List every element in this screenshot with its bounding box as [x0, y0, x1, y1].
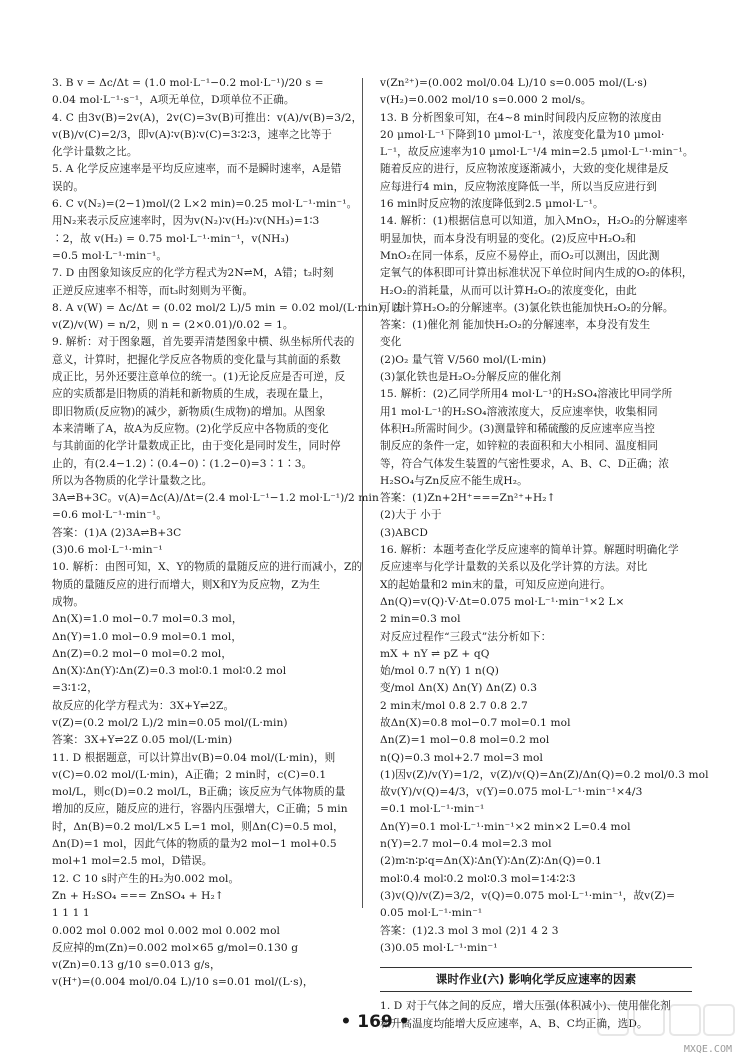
- text-line: v(H₂)=0.002 mol/10 s=0.000 2 mol/s。: [380, 94, 592, 107]
- text-line: 即旧物质(反应物)的减少，新物质(生成物)的增加。从图象: [52, 405, 326, 418]
- text-line: mol∶0.4 mol∶0.2 mol∶0.3 mol=1∶4∶2∶3: [380, 872, 576, 885]
- text-line: v(C)=0.02 mol/(L·min)，A正确；2 min时，c(C)=0.1: [52, 768, 327, 781]
- text-line: Δn(X)∶Δn(Y)∶Δn(Z)=0.3 mol∶0.1 mol∶0.2 mol: [52, 665, 287, 678]
- text-line: 2 min=0.3 mol: [380, 613, 461, 626]
- text-line: 变/mol Δn(X) Δn(Y) Δn(Z) 0.3: [380, 682, 538, 695]
- text-line: (1)因v(Z)/v(Y)=1/2，v(Z)/v(Q)=Δn(Z)/Δn(Q)=0.2 mol/0.3 mol: [380, 768, 709, 781]
- text-line: Δn(Z)=0.2 mol−0 mol=0.2 mol，: [52, 647, 233, 660]
- text-line: 16 min时反应物的浓度降低到2.5 μmol·L⁻¹。: [380, 198, 604, 211]
- text-line: 随着反应的进行，反应物浓度逐渐减小，大致的变化规律是反: [380, 163, 669, 176]
- text-line: 应每进行4 min，反应物浓度降低一半，所以当反应进行到: [380, 180, 657, 193]
- text-line: mol+1 mol=2.5 mol，D错误。: [52, 855, 213, 868]
- text-line: (3)氯化铁也是H₂O₂分解反应的催化剂: [380, 371, 562, 384]
- text-line: 6. C v(N₂)=(2−1)mol/(2 L×2 min)=0.25 mol·L⁻¹·min⁻¹。: [52, 198, 358, 211]
- text-line: 时，Δn(B)=0.2 mol/L×5 L=1 mol，则Δn(C)=0.5 mol，: [52, 820, 344, 833]
- text-line: 用N₂来表示反应速率时，因为v(N₂)∶v(H₂)∶v(NH₃)=1∶3: [52, 215, 320, 228]
- text-line: 15. 解析：(2)乙同学所用4 mol·L⁻¹的H₂SO₄溶液比甲同学所: [380, 388, 673, 401]
- text-line: 止的，有(2.4−1.2)∶(0.4−0)∶(1.2−0)=3∶1∶3。: [52, 457, 313, 470]
- text-line: 故反应的化学方程式为：3X+Y⇌2Z。: [52, 699, 235, 712]
- text-line: (2)大于 小于: [380, 509, 442, 522]
- text-line: =0.1 mol·L⁻¹·min⁻¹: [380, 803, 485, 816]
- text-line: 应的实质都是旧物质的消耗和新物质的生成，表现在量上，: [52, 388, 331, 401]
- text-line: v(B)/v(C)=2/3，即v(A)∶v(B)∶v(C)=3∶2∶3，速率之比等于: [52, 128, 332, 141]
- text-line: 16. 解析：本题考查化学反应速率的简单计算。解题时明确化学: [380, 544, 679, 557]
- text-line: X的起始量和2 min末的量，可知反应逆向进行。: [380, 578, 611, 591]
- text-line: 正逆反应速率不相等，而t₃时刻则为平衡。: [52, 284, 254, 297]
- text-line: =0.6 mol·L⁻¹·min⁻¹。: [52, 509, 168, 522]
- text-line: 误的。: [52, 180, 85, 193]
- text-line: 明显加快，而本身没有明显的变化。(2)反应中H₂O₂和: [380, 232, 636, 245]
- text-line: n(Y)=2.7 mol−0.4 mol=2.3 mol: [380, 838, 552, 851]
- text-line: 答案：(1)A (2)3A⇌B+3C: [52, 526, 182, 539]
- text-line: 定氧气的体积即可计算出标准状况下单位时间内生成的O₂的体积，: [380, 267, 693, 280]
- text-line: 3A⇌B+3C。v(A)=Δc(A)/Δt=(2.4 mol·L⁻¹−1.2 mol·L⁻¹)/2 min: [52, 492, 379, 505]
- text-line: 意义，计算时，把握化学反应各物质的变化量与其前面的系数: [52, 353, 341, 366]
- text-line: =3∶1∶2，: [52, 682, 98, 695]
- text-line: 1. D 对于气体之间的反应，增大压强(体积减小)、使用催化剂: [380, 1000, 671, 1013]
- text-line: v(Z)/v(W) = n/2，则 n = (2×0.01)/0.02 = 1。: [52, 319, 294, 332]
- text-line: 反应掉的m(Zn)=0.002 mol×65 g/mol=0.130 g: [52, 941, 299, 954]
- text-line: 反应速率与化学计量数的关系以及化学计算的方法。对比: [380, 561, 648, 574]
- text-line: (2)m∶n∶p∶q=Δn(X)∶Δn(Y)∶Δn(Z)∶Δn(Q)=0.1: [380, 855, 602, 868]
- text-line: 化学计量数之比。: [52, 146, 138, 159]
- text-line: H₂O₂的消耗量，从而可以计算H₂O₂的浓度变化，由此: [380, 284, 637, 297]
- text-line: v(Zn)=0.13 g/10 s=0.013 g/s，: [52, 959, 221, 972]
- text-line: 制反应的条件一定，如锌粒的表面积和大小相同、温度相同: [380, 440, 659, 453]
- text-line: 始/mol 0.7 n(Y) 1 n(Q): [380, 665, 499, 678]
- text-line: (3)ABCD: [380, 526, 428, 539]
- text-line: mol/L，则c(D)=0.2 mol/L，B正确；该反应为气体物质的量: [52, 786, 346, 799]
- text-line: 8. A v(W) = Δc/Δt = (0.02 mol/2 L)/5 min = 0.02 mol/(L·min)，由: [52, 301, 404, 314]
- page-number: • 169 •: [340, 1012, 410, 1032]
- text-line: Δn(Y)=1.0 mol−0.9 mol=0.1 mol，: [52, 630, 243, 643]
- text-line: 与其前面的化学计量数成正比，由于变化是同时发生，同时停: [52, 440, 341, 453]
- text-line: v(Zn²⁺)=(0.002 mol/0.04 L)/10 s=0.005 mol/(L·s): [380, 77, 648, 89]
- text-line: (3)0.6 mol·L⁻¹·min⁻¹: [52, 544, 163, 557]
- watermark-text: MXQE.COM: [683, 1044, 732, 1055]
- text-line: 体积H₂所需时间少。(3)测量锌和稀硫酸的反应速率应当控: [380, 422, 655, 435]
- text-line: 4. C 由3v(B)=2v(A)，2v(C)=3v(B)可推出：v(A)/v(B)=3/2，: [52, 111, 363, 124]
- text-line: v(Z)=(0.2 mol/2 L)/2 min=0.05 mol/(L·min): [52, 716, 288, 729]
- text-line: 所以为各物质的化学计量数之比。: [52, 474, 213, 487]
- column-divider: [362, 78, 363, 908]
- text-line: L⁻¹，故反应速率为10 μmol·L⁻¹/4 min=2.5 μmol·L⁻¹·min⁻¹。: [380, 146, 694, 159]
- text-line: 变化: [380, 336, 402, 349]
- text-line: v(H⁺)=(0.004 mol/0.04 L)/10 s=0.01 mol/(L·s)，: [52, 976, 314, 989]
- text-line: 7. D 由图象知该反应的化学方程式为2N⇌M，A错；t₂时刻: [52, 267, 334, 280]
- text-line: Δn(Y)=0.1 mol·L⁻¹·min⁻¹×2 min×2 L=0.4 mol: [380, 820, 631, 833]
- text-line: mX + nY ⇌ pZ + qQ: [380, 647, 490, 660]
- text-line: (3)0.05 mol·L⁻¹·min⁻¹: [380, 941, 498, 954]
- text-line: n(Q)=0.3 mol+2.7 mol=3 mol: [380, 751, 543, 764]
- text-line: 等，符合气体发生装置的气密性要求，A、B、C、D正确；浓: [380, 457, 670, 470]
- text-line: 0.04 mol·L⁻¹·s⁻¹，A项无单位，D项单位不正确。: [52, 94, 295, 107]
- text-line: 3. B v = Δc/Δt = (1.0 mol·L⁻¹−0.2 mol·L⁻¹)/20 s =: [52, 77, 324, 89]
- text-line: 0.05 mol·L⁻¹·min⁻¹: [380, 907, 483, 920]
- text-line: ∶2，故 v(H₂) = 0.75 mol·L⁻¹·min⁻¹，v(NH₃): [52, 232, 290, 245]
- text-line: 1 1 1 1: [52, 907, 90, 920]
- text-line: H₂SO₄与Zn反应不能生成H₂。: [380, 474, 528, 487]
- text-line: Δn(X)=1.0 mol−0.7 mol=0.3 mol，: [52, 613, 243, 626]
- right-column: [380, 75, 709, 1033]
- text-line: 20 μmol·L⁻¹下降到10 μmol·L⁻¹，浓度变化量为10 μmol·: [380, 128, 665, 141]
- text-line: Δn(D)=1 mol，因此气体的物质的量为2 mol−1 mol+0.5: [52, 838, 337, 851]
- text-line: (2)O₂ 量气管 V/560 mol/(L·min): [380, 353, 547, 366]
- text-line: 可以计算H₂O₂的分解速率。(3)氯化铁也能加快H₂O₂的分解。: [380, 301, 674, 314]
- text-line: 对反应过程作“三段式”法分析如下：: [380, 630, 552, 643]
- text-line: 2 min末/mol 0.8 2.7 0.8 2.7: [380, 699, 528, 712]
- text-line: 增加的反应，随反应的进行，容器内压强增大，C正确；5 min: [52, 803, 348, 816]
- text-line: 故v(Y)/v(Q)=4/3，v(Y)=0.075 mol·L⁻¹·min⁻¹×4/3: [380, 786, 643, 799]
- text-line: Δn(Z)=1 mol−0.8 mol=0.2 mol: [380, 734, 550, 747]
- text-line: 和升高温度均能增大反应速率，A、B、C均正确，选D。: [380, 1017, 648, 1030]
- text-line: 成正比，另外还要注意单位的统一。(1)无论反应是否可逆，反: [52, 371, 346, 384]
- right-column-lines: [380, 75, 709, 957]
- text-line: 答案：(1)2.3 mol 3 mol (2)1 4 2 3: [380, 924, 559, 937]
- text-line: 答案：(1)Zn+2H⁺===Zn²⁺+H₂↑: [380, 492, 556, 505]
- text-line: 用1 mol·L⁻¹的H₂SO₄溶液浓度大，反应速率快，收集相同: [380, 405, 658, 418]
- text-line: 14. 解析：(1)根据信息可以知道，加入MnO₂，H₂O₂的分解速率: [380, 215, 688, 228]
- text-line: (3)v(Q)/v(Z)=3/2，v(Q)=0.075 mol·L⁻¹·min⁻¹，故v(Z)=: [380, 889, 676, 902]
- text-line: 成物。: [52, 595, 85, 608]
- section-title: 课时作业(六) 影响化学反应速率的因素: [380, 967, 692, 992]
- text-line: Zn + H₂SO₄ === ZnSO₄ + H₂↑: [52, 889, 224, 902]
- text-line: 13. B 分析图象可知，在4~8 min时间段内反应物的浓度由: [380, 111, 662, 124]
- text-line: 10. 解析：由图可知，X、Y的物质的量随反应的进行而减小，Z的: [52, 561, 363, 574]
- text-line: 本来清晰了A，故A为反应物。(2)化学反应中各物质的变化: [52, 422, 329, 435]
- text-line: 11. D 根据题意，可以计算出v(B)=0.04 mol/(L·min)，则: [52, 751, 336, 764]
- text-line: 0.002 mol 0.002 mol 0.002 mol 0.002 mol: [52, 924, 281, 937]
- text-line: 12. C 10 s时产生的H₂为0.002 mol。: [52, 872, 240, 885]
- text-line: 5. A 化学反应速率是平均反应速率，而不是瞬时速率，A是错: [52, 163, 342, 176]
- text-line: 答案：3X+Y⇌2Z 0.05 mol/(L·min): [52, 734, 233, 747]
- text-line: 9. 解析：对于图象题，首先要弄清楚图象中横、纵坐标所代表的: [52, 336, 355, 349]
- text-line: 故Δn(X)=0.8 mol−0.7 mol=0.1 mol: [380, 716, 571, 729]
- text-line: 物质的量随反应的进行而增大，则X和Y为反应物，Z为生: [52, 578, 321, 591]
- text-line: MnO₂在同一体系，反应不易停止，而O₂可以测出，因此测: [380, 249, 660, 262]
- text-line: Δn(Q)=v(Q)·V·Δt=0.075 mol·L⁻¹·min⁻¹×2 L×: [380, 595, 625, 608]
- text-line: 答案：(1)催化剂 能加快H₂O₂的分解速率，本身没有发生: [380, 319, 651, 332]
- text-line: =0.5 mol·L⁻¹·min⁻¹。: [52, 249, 168, 262]
